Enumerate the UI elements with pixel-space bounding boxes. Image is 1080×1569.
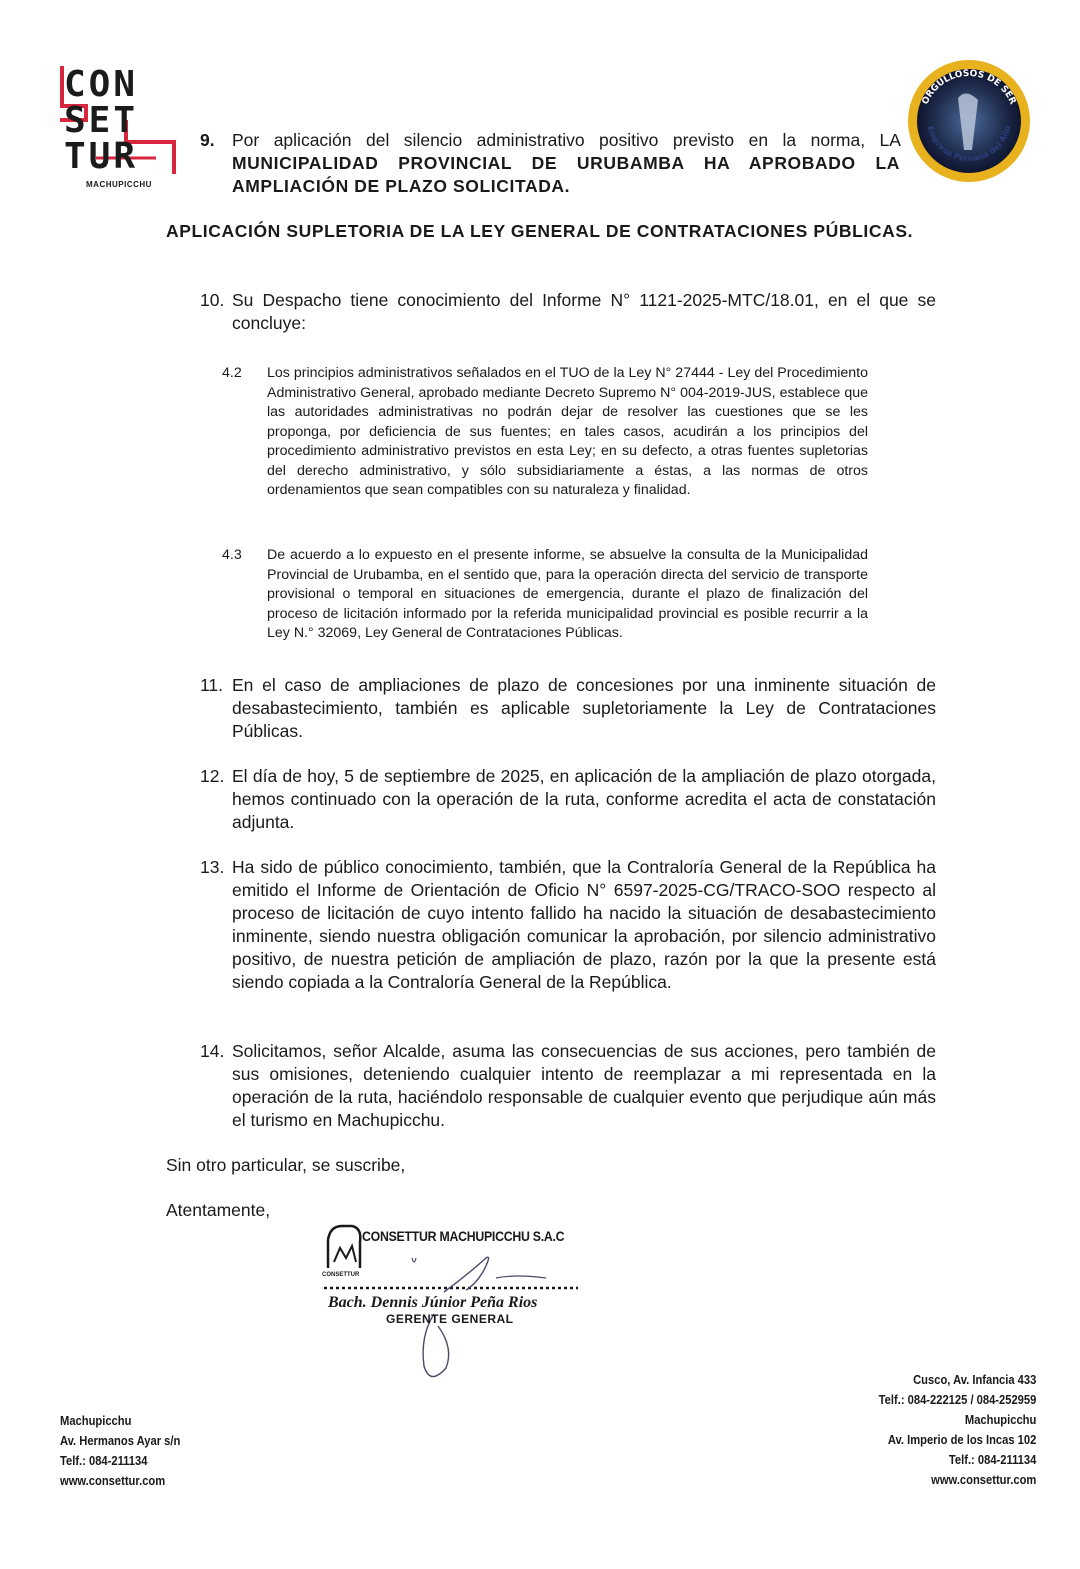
item-12-number: 12. (200, 766, 225, 786)
item-9 (200, 129, 900, 198)
item-11-number: 11. (200, 675, 224, 695)
item-12 (200, 765, 936, 834)
section-heading: APLICACIÓN SUPLETORIA DE LA LEY GENERAL DE CONTRATACIONES PÚBLICAS. (166, 221, 914, 241)
seal-icon (906, 58, 1032, 184)
item-14-text: Solicitamos, señor Alcalde, asuma las consecuencias de sus acciones, pero también de sus omisiones, deteniendo cualquier intento de reemplazar a mi representada en la operación de la ruta, haciéndolo responsable de cualquier evento que perjudique aún más el turismo en Machupicchu. (232, 1041, 936, 1130)
item-10-number: 10. (200, 290, 225, 310)
footer-right-line-2: Telf.: 084-222125 / 084-252959 (878, 1392, 1036, 1407)
footer-right-line-1: Cusco, Av. Infancia 433 (912, 1372, 1036, 1387)
quote-4-2-text: Los principios administrativos señalados en el TUO de la Ley N° 27444 - Ley del Procedimiento Administrativo General, aprobado mediante Decreto Supremo N° 004-2019-JUS, establece que las autoridades administrativas no podrán dejar de resolver las cuestiones que se les proponga, por deficiencia de sus fuentes; en tales casos, acudirán a los principios del procedimiento administrativo previstos en esta Ley; en su defecto, a otras fuentes supletorias del derecho administrativo, y sólo subsidiariamente a éstas, a las normas de otros ordenamientos que sean compatibles con su naturaleza y finalidad. (267, 365, 868, 498)
quote-4-3-number: 4.3 (222, 547, 242, 563)
item-11-text: En el caso de ampliaciones de plazo de concesiones por una inminente situación de desabastecimiento, también es aplicable supletoriamente la Ley de Contrataciones Públicas. (232, 675, 936, 741)
item-9-body (232, 129, 900, 198)
closing-line: Sin otro particular, se suscribe, (166, 1155, 406, 1175)
stamp-small-text: CONSETTUR (322, 1272, 360, 1278)
footer-right-website: www.consettur.com (930, 1472, 1036, 1487)
item-14 (200, 1040, 936, 1132)
item-9-emphasis: MUNICIPALIDAD PROVINCIAL DE URUBAMBA HA APROBADO LA AMPLIACIÓN DE PLAZO SOLICITADA. (232, 153, 900, 196)
footer-left-line-2: Av. Hermanos Ayar s/n (60, 1433, 181, 1448)
footer-left-line-3: Telf.: 084-211134 (60, 1453, 148, 1468)
footer-left-website: www.consettur.com (60, 1473, 166, 1488)
footer-right-line-3: Machupicchu (964, 1412, 1036, 1427)
item-13-number: 13. (200, 857, 225, 877)
item-10 (200, 289, 936, 335)
item-11 (200, 674, 936, 743)
item-9-lead: Por aplicación del silencio administrativo positivo previsto en la norma, LA (232, 130, 900, 150)
logo-line-1: CON (64, 64, 139, 105)
item-13-text: Ha sido de público conocimiento, también, que la Contraloría General de la República ha emitido el Informe de Orientación de Oficio N° 6597-2025-CG/TRACO-SOO respecto al proceso de licitación de cuyo intento fallido ha nacido la situación de desabastecimiento inminente, siendo nuestra obligación comunicar la aprobación, por silencio administrativo positivo, de nuestra petición de ampliación de plazo, razón por la que la presente está siendo copiada a la Contraloría General de la República. (232, 857, 936, 992)
footer-address-right (878, 1370, 1036, 1490)
footer-right-line-5: Telf.: 084-211134 (948, 1452, 1036, 1467)
award-seal (906, 58, 1032, 184)
item-12-text: El día de hoy, 5 de septiembre de 2025, en aplicación de la ampliación de plazo otorgada, hemos continuado con la operación de la ruta, conforme acredita el acta de constatación adjunta. (232, 766, 936, 832)
item-14-number: 14. (200, 1041, 225, 1061)
footer-right-line-4: Av. Imperio de los Incas 102 (887, 1432, 1036, 1447)
regards-line: Atentamente, (166, 1200, 271, 1220)
quote-4-3-text: De acuerdo a lo expuesto en el presente informe, se absuelve la consulta de la Municipalidad Provincial de Urubamba, en el sentido que, para la operación directa del servicio de transporte provisional o temporal en situaciones de emergencia, durante el plazo de finalización del proceso de licitación informado por la referida municipalidad provincial es posible recurrir a la Ley N.° 32069, Ley General de Contrataciones Públicas. (267, 547, 868, 641)
footer-left-line-1: Machupicchu (60, 1413, 132, 1428)
signature-company: CONSETTUR MACHUPICCHU S.A.C (362, 1228, 565, 1244)
quote-4-2-number: 4.2 (222, 365, 242, 381)
seal-bottom-text: Empresa Peruana del Año (925, 124, 1013, 163)
item-10-text: Su Despacho tiene conocimiento del Informe N° 1121-2025-MTC/18.01, en el que se concluye: (232, 290, 936, 333)
consettur-logo (56, 62, 186, 192)
quote-4-2 (222, 364, 868, 501)
logo-subtitle: MACHUPICCHU (86, 180, 152, 189)
item-9-number: 9. (200, 130, 215, 150)
quote-4-3 (222, 546, 868, 644)
footer-address-left (60, 1411, 180, 1491)
signer-name: Bach. Dennis Júnior Peña Rios (328, 1294, 538, 1311)
signature-block (316, 1218, 596, 1398)
logo-line-3: TUR (64, 136, 139, 177)
seal-top-text: ORGULLOSOS DE SER (920, 68, 1018, 107)
signer-title: GERENTE GENERAL (386, 1312, 514, 1326)
item-13 (200, 856, 936, 994)
logo-line-2: SET (64, 100, 139, 141)
